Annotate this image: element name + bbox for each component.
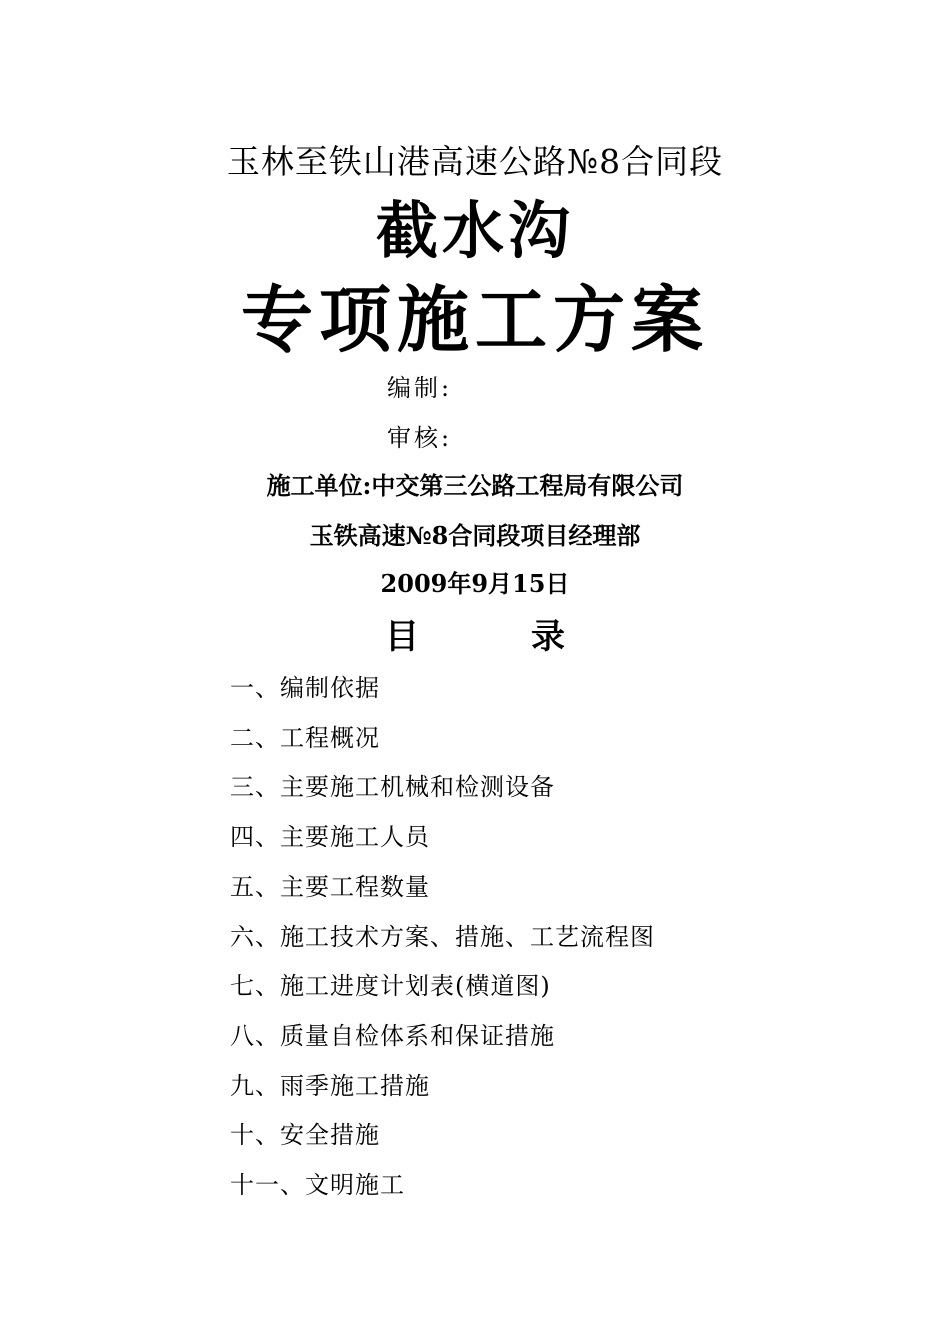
toc-item: 九、雨季施工措施 xyxy=(230,1071,430,1100)
compiled-by-label: 编制: xyxy=(387,374,453,402)
toc-item: 十一、文明施工 xyxy=(230,1171,405,1200)
toc-item: 一、编制依据 xyxy=(230,674,380,702)
toc-item: 八、质量自检体系和保证措施 xyxy=(230,1021,555,1050)
toc-item: 五、主要工程数量 xyxy=(230,872,430,901)
toc-item: 十、安全措施 xyxy=(230,1121,380,1150)
toc-heading-right: 录 xyxy=(531,617,565,657)
document-date: 2009年9月15日 xyxy=(380,569,570,598)
main-title-line-2: 专项施工方案 xyxy=(240,277,709,362)
toc-heading xyxy=(385,612,565,662)
reviewed-by-label: 审核: xyxy=(387,424,453,452)
toc-item: 七、施工进度计划表(横道图) xyxy=(230,972,551,1001)
toc-item: 六、施工技术方案、措施、工艺流程图 xyxy=(230,922,655,951)
project-title: 玉林至铁山港高速公路№8合同段 xyxy=(226,142,724,181)
toc-item: 二、工程概况 xyxy=(230,723,380,752)
project-department: 玉铁高速№8合同段项目经理部 xyxy=(309,521,641,550)
table-of-contents xyxy=(230,664,655,1211)
construction-unit: 施工单位:中交第三公路工程局有限公司 xyxy=(266,471,684,500)
toc-item: 三、主要施工机械和检测设备 xyxy=(230,773,555,802)
toc-item: 四、主要施工人员 xyxy=(230,823,430,852)
toc-heading-left: 目 xyxy=(385,617,419,657)
main-title-line-1: 截水沟 xyxy=(375,194,574,267)
